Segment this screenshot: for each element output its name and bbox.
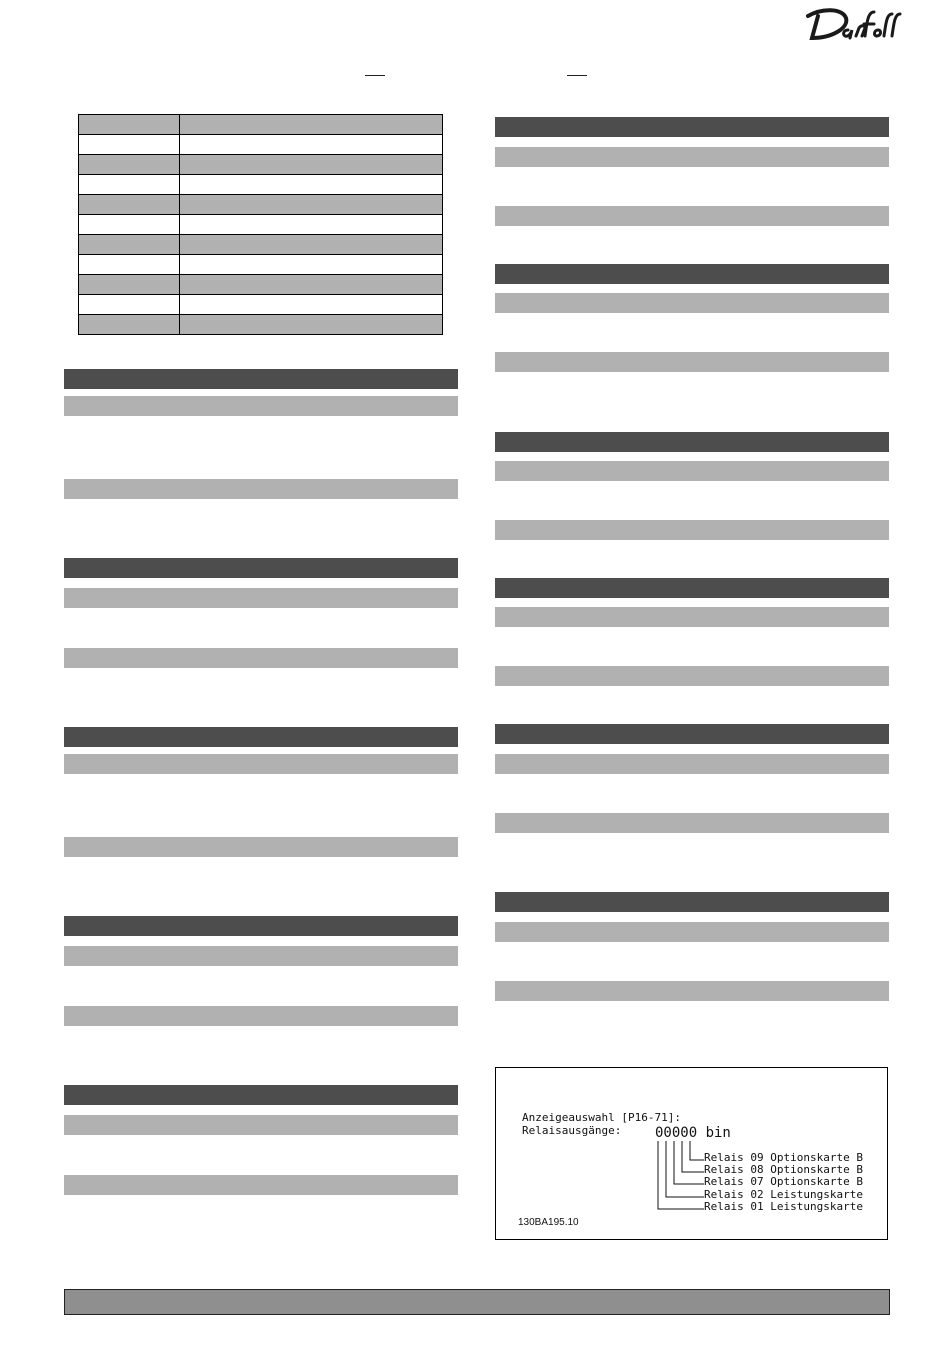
parameter-subheader-bar [64,1175,458,1195]
table-cell [180,195,443,215]
table-row [79,155,443,175]
parameter-subheader-bar [64,1115,458,1135]
table-row [79,235,443,255]
table-cell [180,135,443,155]
table-cell [180,155,443,175]
relay-label: Relais 02 Leistungskarte [704,1188,863,1201]
table-row [79,135,443,155]
parameter-header-bar [64,558,458,578]
table-cell [79,195,180,215]
danfoss-logo [802,4,908,44]
parameter-subheader-bar [495,147,889,167]
parameter-subheader-bar [495,206,889,226]
parameter-subheader-bar [64,1006,458,1026]
parameter-subheader-bar [64,754,458,774]
table-row [79,295,443,315]
table-cell [180,315,443,335]
relay-label: Relais 08 Optionskarte B [704,1163,863,1176]
table-cell [180,215,443,235]
table-cell [79,315,180,335]
figure-title: Anzeigeauswahl [P16-71]: [522,1111,681,1124]
table-row [79,315,443,335]
page-footer-bar [64,1289,890,1315]
parameter-subheader-bar [495,922,889,942]
parameter-subheader-bar [495,352,889,372]
table-cell [79,235,180,255]
parameter-subheader-bar [495,520,889,540]
parameter-header-bar [64,369,458,389]
parameter-table [78,114,443,335]
parameter-subheader-bar [495,666,889,686]
table-cell [180,255,443,275]
table-cell [180,115,443,135]
danfoss-logo-mark [802,4,908,44]
parameter-header-bar [495,578,889,598]
figure-label: Relaisausgänge: [522,1124,622,1137]
parameter-subheader-bar [64,648,458,668]
figure-code: 130BA195.10 [518,1217,579,1228]
parameter-subheader-bar [495,754,889,774]
parameter-subheader-bar [495,293,889,313]
parameter-subheader-bar [495,607,889,627]
table-cell [180,295,443,315]
parameter-header-bar [495,432,889,452]
overline-mark [567,75,587,76]
table-cell [79,175,180,195]
figure-binary-value: 00000 bin [655,1125,731,1141]
parameter-header-bar [495,264,889,284]
table-cell [79,115,180,135]
parameter-subheader-bar [64,837,458,857]
table-cell [180,235,443,255]
table-cell [79,155,180,175]
table-row [79,275,443,295]
relay-label: Relais 09 Optionskarte B [704,1151,863,1164]
table-cell [79,275,180,295]
table-row [79,195,443,215]
parameter-header-bar [495,724,889,744]
parameter-subheader-bar [64,588,458,608]
table-cell [79,135,180,155]
table-row [79,175,443,195]
parameter-header-bar [64,916,458,936]
table-row [79,215,443,235]
parameter-subheader-bar [64,396,458,416]
table-cell [79,295,180,315]
parameter-subheader-bar [495,461,889,481]
parameter-subheader-bar [495,813,889,833]
relay-label: Relais 01 Leistungskarte [704,1200,863,1213]
relay-display-figure [495,1067,888,1240]
parameter-header-bar [64,1085,458,1105]
parameter-header-bar [64,727,458,747]
table-cell [79,255,180,275]
table-cell [180,275,443,295]
table-row [79,255,443,275]
table-cell [79,215,180,235]
parameter-subheader-bar [64,479,458,499]
parameter-subheader-bar [64,946,458,966]
table-cell [180,175,443,195]
parameter-header-bar [495,892,889,912]
parameter-header-bar [495,117,889,137]
overline-mark [365,75,385,76]
relay-label: Relais 07 Optionskarte B [704,1175,863,1188]
table-row [79,115,443,135]
parameter-subheader-bar [495,981,889,1001]
